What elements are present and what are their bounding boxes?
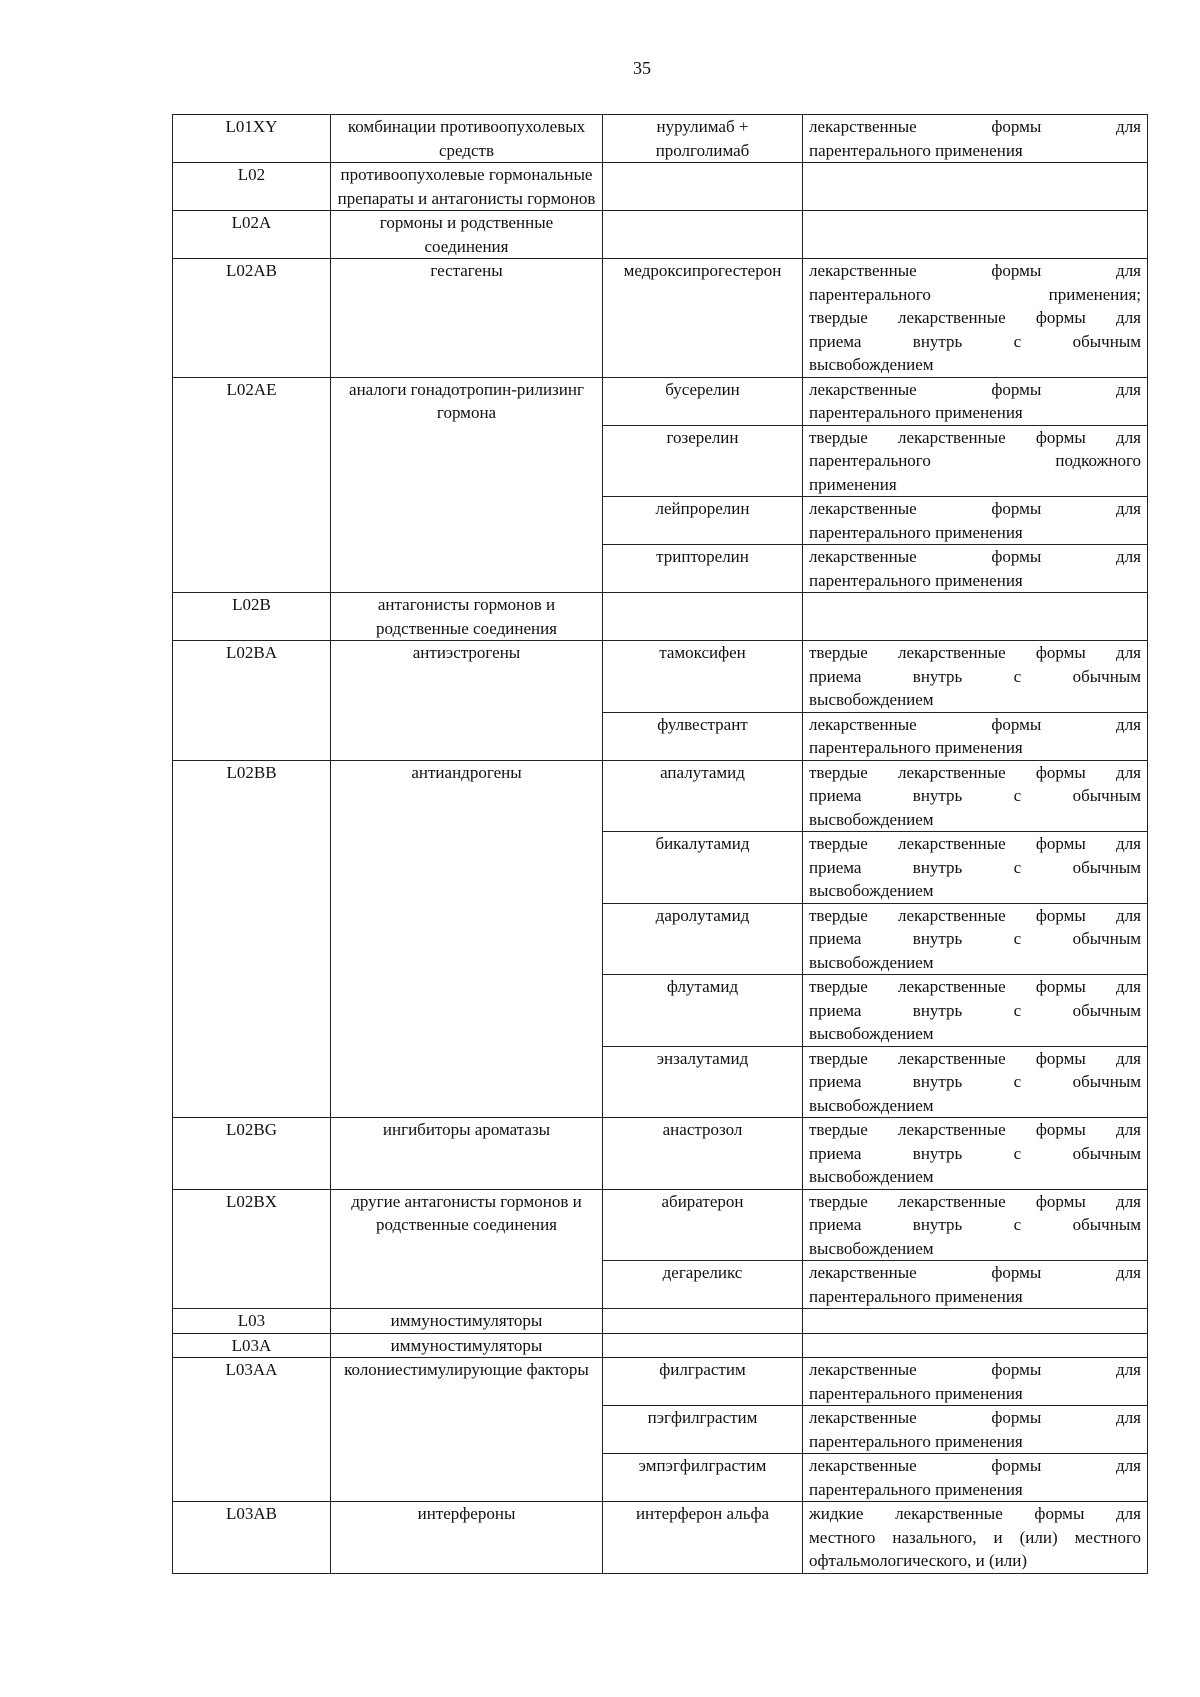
dosage-form-line: приема внутрь с обычным bbox=[809, 857, 1141, 877]
dosage-form-line: твердые лекарственные формы для bbox=[809, 1048, 1141, 1068]
dosage-form-line: твердые лекарственные формы для bbox=[809, 1120, 1141, 1139]
atc-code-cell: L02BX bbox=[173, 1189, 331, 1309]
drug-name-cell: медроксипрогестерон bbox=[603, 259, 803, 378]
dosage-form-line: местного назального, и (или) местного bbox=[809, 1527, 1141, 1547]
table-body bbox=[173, 115, 1148, 1574]
anatomical-therapeutic-group-cell: противоопухолевые гормональные препараты и антагонисты гормонов bbox=[331, 163, 603, 211]
dosage-form-cell bbox=[803, 163, 1148, 211]
dosage-form-line: высвобождением bbox=[809, 1167, 934, 1186]
dosage-form-line: приема внутрь с обычным bbox=[809, 331, 1141, 351]
dosage-form-cell bbox=[803, 211, 1148, 259]
dosage-form-cell bbox=[803, 1333, 1148, 1358]
dosage-form-line: лекарственные формы для bbox=[809, 714, 1141, 734]
dosage-form-line: твердые лекарственные формы для bbox=[809, 977, 1141, 996]
table-row bbox=[173, 211, 1148, 259]
dosage-form-cell bbox=[803, 712, 1148, 760]
table-row bbox=[173, 1118, 1148, 1190]
dosage-form-cell bbox=[803, 1189, 1148, 1261]
dosage-form-cell bbox=[803, 1454, 1148, 1502]
dosage-form-line: парентерального применения bbox=[809, 403, 1023, 422]
anatomical-therapeutic-group-cell: антиандрогены bbox=[331, 760, 603, 1118]
dosage-form-cell bbox=[803, 115, 1148, 163]
dosage-form-line: высвобождением bbox=[809, 1238, 934, 1258]
dosage-form-line: лекарственные формы для bbox=[809, 117, 1141, 136]
atc-code-cell: L02 bbox=[173, 163, 331, 211]
atc-code-cell: L02A bbox=[173, 211, 331, 259]
anatomical-therapeutic-group-cell: колониестимулирующие факторы bbox=[331, 1358, 603, 1502]
dosage-form-line: высвобождением bbox=[809, 952, 934, 972]
table-row bbox=[173, 593, 1148, 641]
drug-name-cell: гозерелин bbox=[603, 425, 803, 497]
dosage-form-line: твердые лекарственные формы для bbox=[809, 905, 1141, 925]
dosage-form-cell bbox=[803, 641, 1148, 713]
dosage-form-line: парентерального применения bbox=[809, 570, 1023, 590]
drug-name-cell: фулвестрант bbox=[603, 712, 803, 760]
anatomical-therapeutic-group-cell: иммуностимуляторы bbox=[331, 1333, 603, 1358]
drug-name-cell: бусерелин bbox=[603, 377, 803, 425]
dosage-form-line: приема внутрь с обычным bbox=[809, 1000, 1141, 1020]
dosage-form-line: парентерального применения bbox=[809, 1431, 1023, 1451]
atc-code-cell: L03A bbox=[173, 1333, 331, 1358]
drug-name-cell: эмпэгфилграстим bbox=[603, 1454, 803, 1502]
dosage-form-cell bbox=[803, 832, 1148, 904]
table-row bbox=[173, 1309, 1148, 1334]
anatomical-therapeutic-group-cell: комбинации противоопухолевых средств bbox=[331, 115, 603, 163]
atc-code-cell: L02AE bbox=[173, 377, 331, 593]
atc-code-cell: L02BB bbox=[173, 760, 331, 1118]
dosage-form-line: твердые лекарственные формы для bbox=[809, 427, 1141, 447]
drug-name-cell: интерферон альфа bbox=[603, 1502, 803, 1574]
atc-code-cell: L03 bbox=[173, 1309, 331, 1334]
dosage-form-line: парентерального применения bbox=[809, 140, 1023, 160]
dosage-form-line: высвобождением bbox=[809, 809, 934, 829]
table-row bbox=[173, 1333, 1148, 1358]
drug-table bbox=[172, 114, 1148, 1574]
dosage-form-line: твердые лекарственные формы для bbox=[809, 834, 1141, 853]
dosage-form-line: лекарственные формы для bbox=[809, 1360, 1141, 1379]
drug-name-cell: даролутамид bbox=[603, 903, 803, 975]
dosage-form-line: твердые лекарственные формы для bbox=[809, 1191, 1141, 1211]
page-number: 35 bbox=[633, 58, 651, 78]
dosage-form-line: высвобождением bbox=[809, 690, 934, 709]
dosage-form-line: приема внутрь с обычным bbox=[809, 929, 1141, 948]
dosage-form-cell bbox=[803, 1046, 1148, 1118]
anatomical-therapeutic-group-cell: ингибиторы ароматазы bbox=[331, 1118, 603, 1190]
dosage-form-line: лекарственные формы для bbox=[809, 379, 1141, 399]
dosage-form-line: приема внутрь с обычным bbox=[809, 1215, 1141, 1234]
drug-name-cell: тамоксифен bbox=[603, 641, 803, 713]
atc-code-cell: L02AB bbox=[173, 259, 331, 378]
dosage-form-line: твердые лекарственные формы для bbox=[809, 643, 1141, 662]
drug-name-cell bbox=[603, 211, 803, 259]
dosage-form-line: лекарственные формы для bbox=[809, 1263, 1141, 1282]
drug-name-cell: абиратерон bbox=[603, 1189, 803, 1261]
dosage-form-line: твердые лекарственные формы для bbox=[809, 308, 1141, 327]
drug-name-cell: бикалутамид bbox=[603, 832, 803, 904]
dosage-form-line: высвобождением bbox=[809, 1024, 934, 1043]
anatomical-therapeutic-group-cell: гестагены bbox=[331, 259, 603, 378]
dosage-form-cell bbox=[803, 1309, 1148, 1334]
table-row bbox=[173, 115, 1148, 163]
table-row bbox=[173, 377, 1148, 425]
dosage-form-cell bbox=[803, 497, 1148, 545]
dosage-form-line: лекарственные формы для bbox=[809, 261, 1141, 280]
drug-name-cell: апалутамид bbox=[603, 760, 803, 832]
drug-name-cell: нурулимаб + пролголимаб bbox=[603, 115, 803, 163]
dosage-form-line: высвобождением bbox=[809, 355, 934, 374]
dosage-form-line: парентерального применения bbox=[809, 522, 1023, 542]
table-row bbox=[173, 1358, 1148, 1406]
dosage-form-cell bbox=[803, 259, 1148, 378]
anatomical-therapeutic-group-cell: гормоны и родственные соединения bbox=[331, 211, 603, 259]
drug-name-cell: лейпрорелин bbox=[603, 497, 803, 545]
dosage-form-cell bbox=[803, 975, 1148, 1047]
dosage-form-line: твердые лекарственные формы для bbox=[809, 762, 1141, 782]
drug-name-cell bbox=[603, 593, 803, 641]
drug-name-cell: дегареликс bbox=[603, 1261, 803, 1309]
dosage-form-cell bbox=[803, 545, 1148, 593]
dosage-form-line: приема внутрь с обычным bbox=[809, 666, 1141, 686]
dosage-form-line: парентерального применения bbox=[809, 1383, 1023, 1403]
atc-code-cell: L02BG bbox=[173, 1118, 331, 1190]
atc-code-cell: L02BA bbox=[173, 641, 331, 761]
dosage-form-cell bbox=[803, 593, 1148, 641]
drug-name-cell: трипторелин bbox=[603, 545, 803, 593]
dosage-form-line: приема внутрь с обычным bbox=[809, 1143, 1141, 1163]
table-row bbox=[173, 641, 1148, 713]
atc-code-cell: L03AA bbox=[173, 1358, 331, 1502]
dosage-form-line: парентерального применения; bbox=[809, 284, 1141, 304]
dosage-form-cell bbox=[803, 1358, 1148, 1406]
dosage-form-cell bbox=[803, 425, 1148, 497]
drug-name-cell bbox=[603, 1309, 803, 1334]
atc-code-cell: L03AB bbox=[173, 1502, 331, 1574]
dosage-form-line: приема внутрь с обычным bbox=[809, 786, 1141, 805]
dosage-form-line: лекарственные формы для bbox=[809, 499, 1141, 518]
table-row bbox=[173, 163, 1148, 211]
dosage-form-line: лекарственные формы для bbox=[809, 1408, 1141, 1427]
dosage-form-cell bbox=[803, 1261, 1148, 1309]
drug-name-cell: пэгфилграстим bbox=[603, 1406, 803, 1454]
drug-name-cell: флутамид bbox=[603, 975, 803, 1047]
drug-name-cell: энзалутамид bbox=[603, 1046, 803, 1118]
dosage-form-cell bbox=[803, 1406, 1148, 1454]
anatomical-therapeutic-group-cell: антиэстрогены bbox=[331, 641, 603, 761]
drug-name-cell: анастрозол bbox=[603, 1118, 803, 1190]
dosage-form-line: высвобождением bbox=[809, 881, 934, 900]
dosage-form-line: лекарственные формы для bbox=[809, 547, 1141, 566]
dosage-form-line: офтальмологического, и (или) bbox=[809, 1551, 1028, 1570]
atc-code-cell: L02B bbox=[173, 593, 331, 641]
atc-code-cell: L01XY bbox=[173, 115, 331, 163]
dosage-form-cell bbox=[803, 1502, 1148, 1574]
anatomical-therapeutic-group-cell: другие антагонисты гормонов и родственные соединения bbox=[331, 1189, 603, 1309]
dosage-form-cell bbox=[803, 377, 1148, 425]
dosage-form-line: парентерального подкожного bbox=[809, 451, 1141, 470]
dosage-form-line: парентерального применения bbox=[809, 1479, 1023, 1499]
dosage-form-line: лекарственные формы для bbox=[809, 1456, 1141, 1475]
dosage-form-line: парентерального применения bbox=[809, 1286, 1023, 1306]
dosage-form-line: жидкие лекарственные формы для bbox=[809, 1504, 1141, 1523]
dosage-form-cell bbox=[803, 760, 1148, 832]
anatomical-therapeutic-group-cell: иммуностимуляторы bbox=[331, 1309, 603, 1334]
anatomical-therapeutic-group-cell: интерфероны bbox=[331, 1502, 603, 1574]
table-row bbox=[173, 259, 1148, 378]
dosage-form-line: высвобождением bbox=[809, 1095, 934, 1115]
dosage-form-cell bbox=[803, 903, 1148, 975]
anatomical-therapeutic-group-cell: аналоги гонадотропин-рилизинг гормона bbox=[331, 377, 603, 593]
table-row bbox=[173, 760, 1148, 832]
drug-name-cell: филграстим bbox=[603, 1358, 803, 1406]
table-row bbox=[173, 1502, 1148, 1574]
dosage-form-line: применения bbox=[809, 474, 897, 494]
drug-name-cell bbox=[603, 163, 803, 211]
dosage-form-cell bbox=[803, 1118, 1148, 1190]
table-row bbox=[173, 1189, 1148, 1261]
anatomical-therapeutic-group-cell: антагонисты гормонов и родственные соединения bbox=[331, 593, 603, 641]
drug-name-cell bbox=[603, 1333, 803, 1358]
dosage-form-line: приема внутрь с обычным bbox=[809, 1072, 1141, 1091]
dosage-form-line: парентерального применения bbox=[809, 738, 1023, 757]
